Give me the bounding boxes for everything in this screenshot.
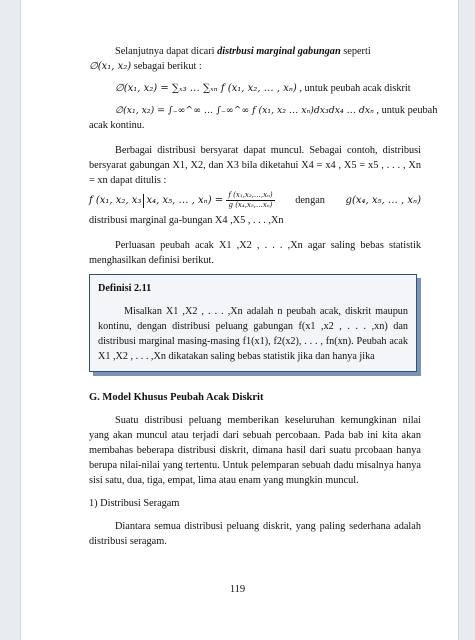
paragraph-uniform: Diantara semua distribusi peluang diskrit, yang paling sederhana adalah distribusi seragam. <box>89 521 421 547</box>
equation-continuous <box>89 103 438 118</box>
equation-continuous-tail <box>89 118 421 133</box>
section-heading: G. Model Khusus Peubah Acak Diskrit <box>89 392 264 403</box>
p1-post: seperti <box>340 46 371 57</box>
p4-text: Perluasan peubah acak X1 ,X2 , . . . ,Xn agar saling bebas statistik menghasilkan definisi berikut. <box>89 240 421 266</box>
eq2-tail: acak kontinu. <box>89 120 145 131</box>
eq3-lhs: f (x₁, x₂, x₃ <box>89 195 142 206</box>
equation-conditional <box>89 191 421 210</box>
paragraph-marginal-intro-line2 <box>89 59 421 74</box>
eq3-left <box>89 191 275 210</box>
document-body <box>89 44 438 549</box>
given-bar <box>143 194 144 208</box>
paragraph-conditional <box>89 143 421 188</box>
eq1-text: , untuk peubah acak diskrit <box>296 83 411 94</box>
eq3-given: x₄, x₅, … , xₙ) = <box>146 195 224 206</box>
page-number: 119 <box>229 584 246 595</box>
p1-math: ∅(x₁, x₂) <box>89 61 132 72</box>
equation-discrete <box>89 81 421 96</box>
paragraph-extension <box>89 238 421 268</box>
paragraph-discrete-model: Suatu distribusi peluang memberikan keseluruhan kemungkinan nilai yang akan muncul atau terjadi dari sebuah percobaan. Pada bab ini kita akan membahas beberapa distribusi diskrit, dimana hasil dari suatu prcobaan hanya berupa nilai-nilai yang tertentu. Untuk pelemparan sebuah dadu misalnya hanya sisi satu, dua, tiga, empat, lima atau enam yang mungkin muncul. <box>89 415 421 486</box>
p2-text: Berbagai distribusi bersyarat dapat muncul. Sebagai contoh, distribusi bersyarat gabungan X1, X2, dan X3 bila diketahui X4 = x4 , X5 = x5 , . . . , Xn = xn dapat ditulis : <box>89 145 421 186</box>
definition-title: Definisi 2.11 <box>98 283 152 294</box>
paragraph-marginal-joint <box>89 213 421 228</box>
p1-line2-text: sebagai berikut : <box>131 61 202 72</box>
p1-pre: Selanjutnya dapat dicari <box>115 46 218 57</box>
eq1-math: ∅(x₁, x₂) = ∑ₓ₃ … ∑ₓₙ f (x₁, x₂, … , xₙ) <box>115 83 297 94</box>
definition-box <box>89 274 417 372</box>
paragraph-marginal-intro <box>89 44 421 59</box>
eq3-rhs: g(x₄, x₅, … , xₙ) <box>345 195 421 206</box>
eq2-math: ∅(x₁, x₂) = ∫₋∞^∞ … ∫₋∞^∞ f (x₁, x₂ … xₙ)dx₃dx₄ … dxₙ <box>115 105 374 116</box>
definition-body: Misalkan X1 ,X2 , . . . ,Xn adalah n peubah acak, diskrit maupun kontinu, dengan distribusi peluang gabungan f(x1 ,x2 , . . . ,xn) dan distribusi marginal masing-masing f1(x1), f2(x2), . . . , fn(xn). Peubah acak X1 ,X2 , . . . ,Xn dikatakan saling bebas statistik jika dan hanya jika <box>98 306 408 362</box>
eq3-denominator: g (x₄,x₅,…xₙ) <box>228 201 273 209</box>
eq3-fraction <box>226 191 274 210</box>
subsection-heading: 1) Distribusi Seragam <box>89 498 180 509</box>
eq3-numerator: f (x₁,x₂,…,xₙ) <box>228 191 273 199</box>
eq3-mid-text: dengan <box>295 195 325 206</box>
eq2-text: , untuk peubah <box>373 105 438 116</box>
p1-term: distrbusi marginal gabungan <box>217 46 341 57</box>
p3-text: distribusi marginal ga-bungan X4 ,X5 , . . . ,Xn <box>89 215 284 226</box>
